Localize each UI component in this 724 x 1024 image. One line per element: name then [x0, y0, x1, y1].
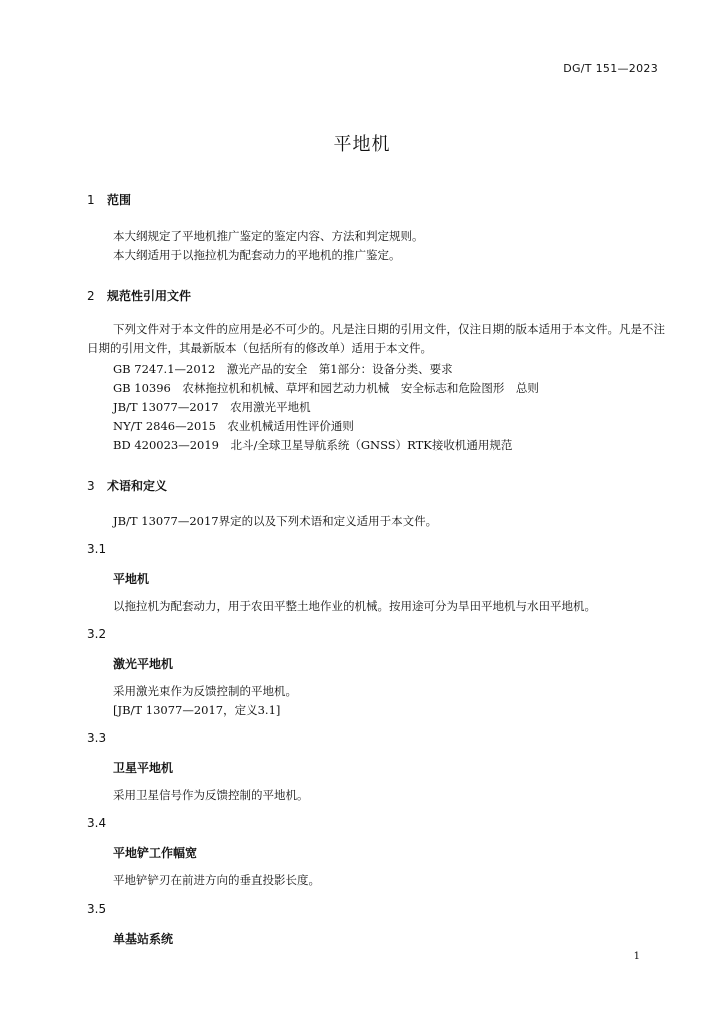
reference-item: NY/T 2846—2015 农业机械适用性评价通则: [113, 419, 354, 433]
reference-item: BD 420023—2019 北斗/全球卫星导航系统（GNSS）RTK接收机通用规范: [113, 438, 513, 452]
term-source: [JB/T 13077—2017，定义3.1]: [113, 703, 281, 717]
term-number: 3.2: [87, 627, 107, 641]
term-definition: 采用卫星信号作为反馈控制的平地机。: [113, 788, 309, 802]
section-number: 3: [87, 479, 95, 493]
term-number: 3.5: [87, 902, 107, 916]
paragraph: 下列文件对于本文件的应用是必不可少的。凡是注日期的引用文件，仅注日期的版本适用于本文件。凡是不注日期的引用文件，其最新版本（包括所有的修改单）适用于本文件。: [87, 322, 665, 355]
section-title: 规范性引用文件: [107, 289, 192, 303]
term-name: 单基站系统: [113, 932, 174, 946]
paragraph: 本大纲适用于以拖拉机为配套动力的平地机的推广鉴定。: [113, 248, 401, 262]
term-name: 卫星平地机: [113, 761, 174, 775]
term-definition: 采用激光束作为反馈控制的平地机。: [113, 684, 297, 698]
section-title: 范围: [107, 193, 132, 207]
term-number: 3.3: [87, 731, 107, 745]
term-name: 平地机: [113, 572, 150, 586]
section-number: 2: [87, 289, 95, 303]
section-1-heading: [87, 191, 131, 208]
reference-item: GB 10396 农林拖拉机和机械、草坪和园艺动力机械 安全标志和危险图形 总则: [113, 381, 539, 395]
reference-item: JB/T 13077—2017 农用激光平地机: [113, 400, 311, 414]
term-number: 3.1: [87, 542, 107, 556]
reference-item: GB 7247.1—2012 激光产品的安全 第1部分：设备分类、要求: [113, 362, 453, 376]
term-definition: 平地铲铲刃在前进方向的垂直投影长度。: [113, 873, 320, 887]
page-number: 1: [633, 951, 640, 962]
doc-title: 平地机: [333, 134, 391, 155]
section-2-heading: [87, 287, 191, 304]
term-number: 3.4: [87, 816, 107, 830]
paragraph: 本大纲规定了平地机推广鉴定的鉴定内容、方法和判定规则。: [113, 229, 424, 243]
term-name: 平地铲工作幅宽: [113, 846, 198, 860]
term-name: 激光平地机: [113, 657, 174, 671]
paragraph: JB/T 13077—2017界定的以及下列术语和定义适用于本文件。: [113, 514, 438, 528]
section-3-heading: [87, 477, 167, 494]
doc-code: DG/T 151—2023: [563, 62, 658, 75]
term-definition: 以拖拉机为配套动力，用于农田平整土地作业的机械。按用途可分为旱田平地机与水田平地机。: [113, 599, 596, 613]
section-title: 术语和定义: [107, 479, 168, 493]
section-number: 1: [87, 193, 95, 207]
